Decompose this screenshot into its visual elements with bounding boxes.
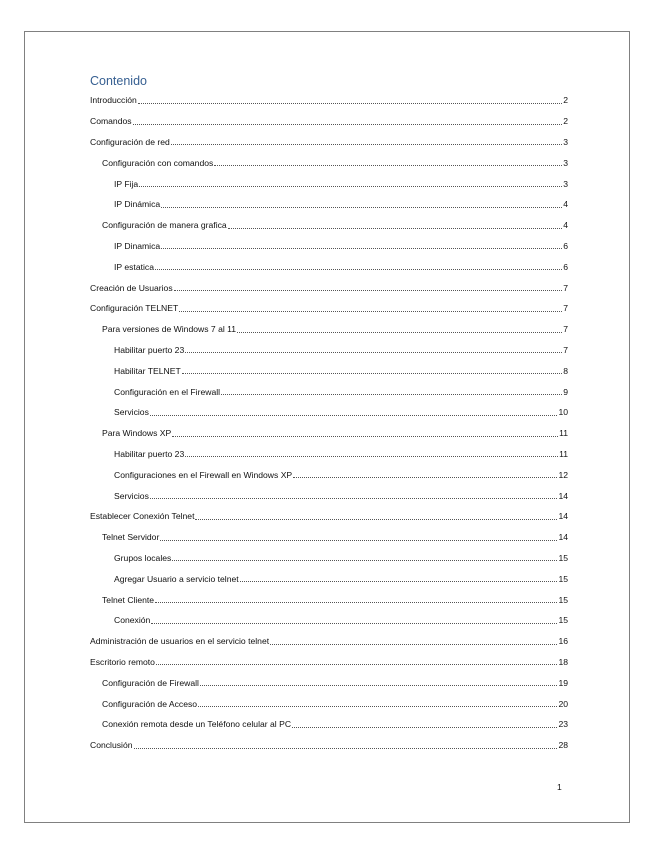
toc-entry-page-number: 3 <box>563 178 568 189</box>
dot-leader <box>228 228 563 229</box>
toc-entry-page-number: 6 <box>563 261 568 272</box>
toc-entry-label: Telnet Cliente <box>102 594 155 605</box>
toc-entry-page-number: 11 <box>559 448 568 459</box>
toc-entry[interactable] <box>90 173 568 194</box>
toc-entry[interactable] <box>90 485 568 506</box>
dot-leader <box>185 456 558 457</box>
dot-leader <box>155 602 557 603</box>
toc-entry-label: Servicios <box>114 407 149 418</box>
toc-entry-label: Configuración de Firewall <box>102 677 199 688</box>
dot-leader <box>237 332 562 333</box>
toc-entry-label: Administración de usuarios en el servicio telnet <box>90 636 270 647</box>
toc-entry[interactable] <box>90 256 568 277</box>
toc-entry[interactable] <box>90 714 568 735</box>
dot-leader <box>182 373 563 374</box>
dot-leader <box>161 248 562 249</box>
toc-entry-page-number: 14 <box>558 511 568 522</box>
toc-entry[interactable] <box>90 298 568 319</box>
toc-title: Contenido <box>90 74 147 88</box>
dot-leader <box>200 685 557 686</box>
toc-entry[interactable] <box>90 693 568 714</box>
dot-leader <box>195 519 557 520</box>
toc-entry-page-number: 10 <box>558 407 568 418</box>
toc-entry-page-number: 28 <box>558 740 568 751</box>
toc-entry-label: IP Dinámica <box>114 199 161 210</box>
toc-entry-label: Escritorio remoto <box>90 656 155 667</box>
toc-entry-label: Conexión remota desde un Teléfono celular al PC <box>102 719 292 730</box>
dot-leader <box>172 436 558 437</box>
dot-leader <box>156 664 557 665</box>
toc-entry-label: Creación de Usuarios <box>90 282 173 293</box>
toc-entry[interactable] <box>90 319 568 340</box>
toc-entry[interactable] <box>90 402 568 423</box>
toc-entry-label: Servicios <box>114 490 149 501</box>
toc-entry[interactable] <box>90 423 568 444</box>
toc-entry[interactable] <box>90 527 568 548</box>
toc-entry-label: Habilitar puerto 23 <box>114 344 185 355</box>
dot-leader <box>174 290 563 291</box>
toc-entry-page-number: 15 <box>558 594 568 605</box>
toc-entry-page-number: 11 <box>559 428 568 439</box>
dot-leader <box>221 394 562 395</box>
dot-leader <box>161 207 562 208</box>
toc-entry-page-number: 7 <box>563 282 568 293</box>
toc-entry[interactable] <box>90 111 568 132</box>
dot-leader <box>139 186 562 187</box>
toc-entry[interactable] <box>90 277 568 298</box>
toc-entry-page-number: 15 <box>558 552 568 563</box>
dot-leader <box>293 477 557 478</box>
toc-entry-label: IP estatica <box>114 261 154 272</box>
toc-entry-page-number: 16 <box>558 636 568 647</box>
toc-entry-page-number: 3 <box>563 157 568 168</box>
toc-entry-label: Telnet Servidor <box>102 532 160 543</box>
toc-entry-label: Introducción <box>90 95 137 106</box>
toc-entry[interactable] <box>90 672 568 693</box>
dot-leader <box>151 623 557 624</box>
table-of-contents <box>90 90 568 756</box>
page-number: 1 <box>557 782 562 792</box>
toc-entry[interactable] <box>90 444 568 465</box>
toc-entry-page-number: 6 <box>563 240 568 251</box>
toc-entry-label: Configuraciones en el Firewall en Windows XP <box>114 469 293 480</box>
toc-entry-page-number: 2 <box>563 116 568 127</box>
toc-entry-label: Establecer Conexión Telnet <box>90 511 195 522</box>
toc-entry-label: Configuración de manera grafica <box>102 220 227 231</box>
toc-entry-label: Agregar Usuario a servicio telnet <box>114 573 239 584</box>
toc-entry-label: Configuración TELNET <box>90 303 179 314</box>
toc-entry[interactable] <box>90 610 568 631</box>
toc-entry-page-number: 7 <box>563 344 568 355</box>
toc-entry-page-number: 20 <box>558 698 568 709</box>
toc-entry-page-number: 19 <box>558 677 568 688</box>
toc-entry-page-number: 15 <box>558 615 568 626</box>
toc-entry-page-number: 15 <box>558 573 568 584</box>
toc-entry-page-number: 4 <box>563 220 568 231</box>
dot-leader <box>138 103 562 104</box>
dot-leader <box>150 415 558 416</box>
dot-leader <box>172 560 557 561</box>
toc-entry-label: Habilitar puerto 23 <box>114 448 185 459</box>
toc-entry-page-number: 23 <box>558 719 568 730</box>
dot-leader <box>134 748 558 749</box>
toc-entry[interactable] <box>90 215 568 236</box>
toc-entry[interactable] <box>90 631 568 652</box>
dot-leader <box>171 144 562 145</box>
toc-entry-page-number: 8 <box>563 365 568 376</box>
toc-entry-label: Conclusión <box>90 740 133 751</box>
toc-entry[interactable] <box>90 381 568 402</box>
dot-leader <box>179 311 562 312</box>
toc-entry-page-number: 4 <box>563 199 568 210</box>
toc-entry[interactable] <box>90 506 568 527</box>
dot-leader <box>270 644 557 645</box>
dot-leader <box>155 269 562 270</box>
toc-entry[interactable] <box>90 132 568 153</box>
toc-entry-label: Grupos locales <box>114 552 172 563</box>
toc-entry[interactable] <box>90 194 568 215</box>
toc-entry[interactable] <box>90 652 568 673</box>
toc-entry-page-number: 7 <box>563 324 568 335</box>
toc-entry-page-number: 9 <box>563 386 568 397</box>
dot-leader <box>198 706 557 707</box>
dot-leader <box>214 165 562 166</box>
toc-entry-page-number: 2 <box>563 95 568 106</box>
dot-leader <box>292 727 557 728</box>
toc-entry-page-number: 14 <box>558 490 568 501</box>
toc-entry-label: Configuración en el Firewall <box>114 386 221 397</box>
toc-entry[interactable] <box>90 236 568 257</box>
toc-entry-label: IP Dinamica <box>114 240 161 251</box>
toc-entry-label: Para Windows XP <box>102 428 172 439</box>
toc-entry-label: Configuración de red <box>90 136 170 147</box>
toc-entry[interactable] <box>90 568 568 589</box>
toc-entry-label: Configuración con comandos <box>102 157 214 168</box>
dot-leader <box>160 540 557 541</box>
toc-entry-label: Para versiones de Windows 7 al 11 <box>102 324 237 335</box>
dot-leader <box>240 581 558 582</box>
dot-leader <box>133 124 563 125</box>
toc-entry-label: Conexión <box>114 615 151 626</box>
toc-entry-label: IP Fija <box>114 178 139 189</box>
toc-entry[interactable] <box>90 340 568 361</box>
dot-leader <box>150 498 558 499</box>
toc-entry[interactable] <box>90 152 568 173</box>
toc-entry[interactable] <box>90 360 568 381</box>
toc-entry-page-number: 12 <box>558 469 568 480</box>
toc-entry[interactable] <box>90 464 568 485</box>
toc-entry-label: Configuración de Acceso <box>102 698 198 709</box>
toc-entry-page-number: 14 <box>558 532 568 543</box>
toc-entry[interactable] <box>90 548 568 569</box>
toc-entry-page-number: 3 <box>563 136 568 147</box>
toc-entry[interactable] <box>90 735 568 756</box>
dot-leader <box>185 352 562 353</box>
toc-entry-page-number: 18 <box>558 656 568 667</box>
toc-entry-label: Comandos <box>90 116 132 127</box>
toc-entry-page-number: 7 <box>563 303 568 314</box>
toc-entry[interactable] <box>90 589 568 610</box>
toc-entry-label: Habilitar TELNET <box>114 365 181 376</box>
toc-entry[interactable] <box>90 90 568 111</box>
